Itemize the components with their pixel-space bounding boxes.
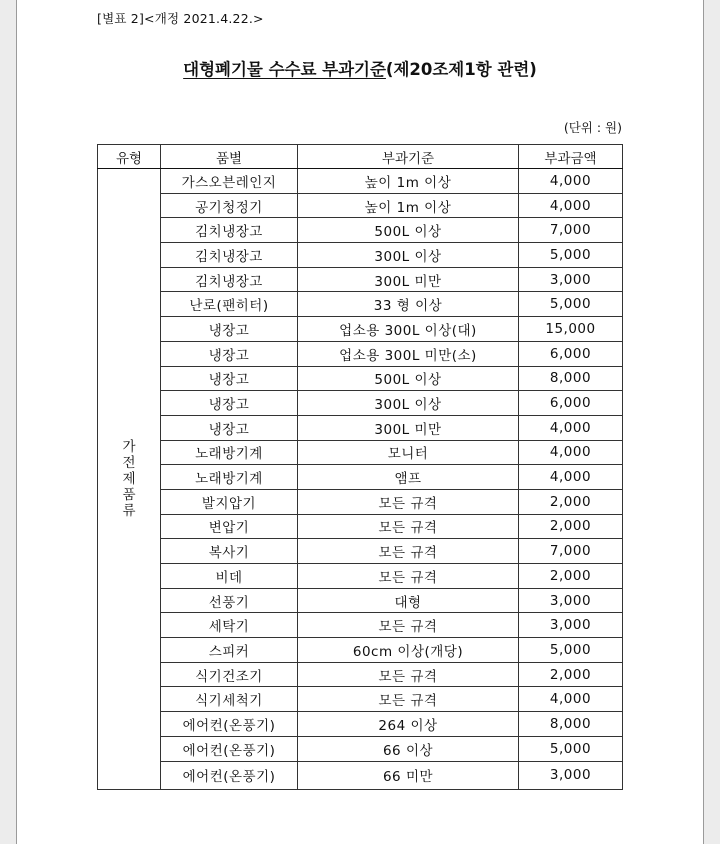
item-cell: 냉장고 bbox=[161, 415, 298, 440]
document-page bbox=[16, 0, 704, 844]
criteria-cell: 높이 1m 이상 bbox=[298, 193, 519, 218]
criteria-cell: 높이 1m 이상 bbox=[298, 169, 519, 194]
item-cell: 식기세척기 bbox=[161, 687, 298, 712]
table-row bbox=[98, 341, 623, 366]
table-row bbox=[98, 243, 623, 268]
item-cell: 가스오븐레인지 bbox=[161, 169, 298, 194]
criteria-cell: 33 형 이상 bbox=[298, 292, 519, 317]
table-row bbox=[98, 169, 623, 194]
criteria-cell: 업소용 300L 미만(소) bbox=[298, 341, 519, 366]
table-body bbox=[98, 169, 623, 790]
fee-cell: 7,000 bbox=[519, 539, 623, 564]
table-row bbox=[98, 514, 623, 539]
item-cell: 김치냉장고 bbox=[161, 267, 298, 292]
criteria-cell: 업소용 300L 이상(대) bbox=[298, 317, 519, 342]
criteria-cell: 500L 이상 bbox=[298, 218, 519, 243]
table-row bbox=[98, 662, 623, 687]
category-char: 전 bbox=[122, 454, 136, 471]
criteria-cell: 300L 이상 bbox=[298, 243, 519, 268]
criteria-cell: 300L 이상 bbox=[298, 391, 519, 416]
fee-cell: 15,000 bbox=[519, 317, 623, 342]
criteria-cell: 대형 bbox=[298, 588, 519, 613]
table-row bbox=[98, 366, 623, 391]
table-row bbox=[98, 638, 623, 663]
criteria-cell: 모든 규격 bbox=[298, 564, 519, 589]
fee-cell: 6,000 bbox=[519, 341, 623, 366]
fee-cell: 8,000 bbox=[519, 712, 623, 737]
fee-cell: 4,000 bbox=[519, 415, 623, 440]
fee-cell: 3,000 bbox=[519, 613, 623, 638]
table-row bbox=[98, 267, 623, 292]
item-cell: 에어컨(온풍기) bbox=[161, 761, 298, 789]
title-suffix: (제20조제1항 관련) bbox=[385, 60, 537, 79]
column-header-criteria: 부과기준 bbox=[298, 145, 519, 169]
item-cell: 에어컨(온풍기) bbox=[161, 712, 298, 737]
category-cell bbox=[98, 169, 161, 790]
item-cell: 선풍기 bbox=[161, 588, 298, 613]
criteria-cell: 300L 미만 bbox=[298, 267, 519, 292]
fee-cell: 5,000 bbox=[519, 243, 623, 268]
fee-cell: 5,000 bbox=[519, 292, 623, 317]
criteria-cell: 앰프 bbox=[298, 465, 519, 490]
item-cell: 공기청정기 bbox=[161, 193, 298, 218]
column-header-type: 유형 bbox=[98, 145, 161, 169]
criteria-cell: 모든 규격 bbox=[298, 489, 519, 514]
fee-cell: 4,000 bbox=[519, 193, 623, 218]
table-row bbox=[98, 292, 623, 317]
fee-cell: 4,000 bbox=[519, 440, 623, 465]
fee-cell: 5,000 bbox=[519, 736, 623, 761]
criteria-cell: 66 미만 bbox=[298, 761, 519, 789]
item-cell: 냉장고 bbox=[161, 366, 298, 391]
fee-cell: 4,000 bbox=[519, 687, 623, 712]
fee-cell: 8,000 bbox=[519, 366, 623, 391]
table-row bbox=[98, 440, 623, 465]
fee-cell: 2,000 bbox=[519, 489, 623, 514]
fee-cell: 6,000 bbox=[519, 391, 623, 416]
column-header-fee: 부과금액 bbox=[519, 145, 623, 169]
item-cell: 발지압기 bbox=[161, 489, 298, 514]
item-cell: 냉장고 bbox=[161, 341, 298, 366]
fee-cell: 2,000 bbox=[519, 662, 623, 687]
table-row bbox=[98, 712, 623, 737]
item-cell: 노래방기계 bbox=[161, 440, 298, 465]
item-cell: 식기건조기 bbox=[161, 662, 298, 687]
column-header-item: 품별 bbox=[161, 145, 298, 169]
criteria-cell: 모든 규격 bbox=[298, 514, 519, 539]
item-cell: 세탁기 bbox=[161, 613, 298, 638]
criteria-cell: 모든 규격 bbox=[298, 613, 519, 638]
item-cell: 에어컨(온풍기) bbox=[161, 736, 298, 761]
table-row bbox=[98, 761, 623, 789]
table-row bbox=[98, 489, 623, 514]
table-row bbox=[98, 736, 623, 761]
criteria-cell: 모니터 bbox=[298, 440, 519, 465]
table-row bbox=[98, 564, 623, 589]
fee-cell: 2,000 bbox=[519, 564, 623, 589]
item-cell: 난로(팬히터) bbox=[161, 292, 298, 317]
criteria-cell: 66 이상 bbox=[298, 736, 519, 761]
item-cell: 김치냉장고 bbox=[161, 218, 298, 243]
item-cell: 냉장고 bbox=[161, 317, 298, 342]
item-cell: 복사기 bbox=[161, 539, 298, 564]
criteria-cell: 264 이상 bbox=[298, 712, 519, 737]
criteria-cell: 모든 규격 bbox=[298, 687, 519, 712]
category-char: 류 bbox=[122, 502, 136, 519]
title-main: 대형폐기물 수수료 부과기준 bbox=[183, 60, 386, 79]
table-row bbox=[98, 687, 623, 712]
category-char: 품 bbox=[122, 486, 136, 503]
category-char: 제 bbox=[122, 470, 136, 487]
criteria-cell: 모든 규격 bbox=[298, 539, 519, 564]
unit-note: (단위 : 원) bbox=[563, 120, 622, 135]
item-cell: 냉장고 bbox=[161, 391, 298, 416]
table-row bbox=[98, 415, 623, 440]
fee-cell: 3,000 bbox=[519, 588, 623, 613]
fee-cell: 7,000 bbox=[519, 218, 623, 243]
fee-cell: 5,000 bbox=[519, 638, 623, 663]
table-header-row bbox=[98, 145, 623, 169]
table-row bbox=[98, 218, 623, 243]
table-row bbox=[98, 391, 623, 416]
revision-note: [별표 2]<개정 2021.4.22.> bbox=[97, 11, 264, 26]
item-cell: 비데 bbox=[161, 564, 298, 589]
fee-cell: 2,000 bbox=[519, 514, 623, 539]
item-cell: 노래방기계 bbox=[161, 465, 298, 490]
fee-cell: 4,000 bbox=[519, 169, 623, 194]
item-cell: 스피커 bbox=[161, 638, 298, 663]
fee-cell: 3,000 bbox=[519, 761, 623, 789]
table-row bbox=[98, 317, 623, 342]
table-row bbox=[98, 465, 623, 490]
table-row bbox=[98, 613, 623, 638]
table-row bbox=[98, 539, 623, 564]
category-char: 가 bbox=[122, 438, 136, 455]
item-cell: 변압기 bbox=[161, 514, 298, 539]
fee-cell: 3,000 bbox=[519, 267, 623, 292]
table-row bbox=[98, 588, 623, 613]
table-row bbox=[98, 193, 623, 218]
criteria-cell: 300L 미만 bbox=[298, 415, 519, 440]
item-cell: 김치냉장고 bbox=[161, 243, 298, 268]
criteria-cell: 모든 규격 bbox=[298, 662, 519, 687]
fee-cell: 4,000 bbox=[519, 465, 623, 490]
criteria-cell: 60cm 이상(개당) bbox=[298, 638, 519, 663]
document-title bbox=[17, 56, 703, 80]
fee-table bbox=[97, 144, 623, 790]
criteria-cell: 500L 이상 bbox=[298, 366, 519, 391]
